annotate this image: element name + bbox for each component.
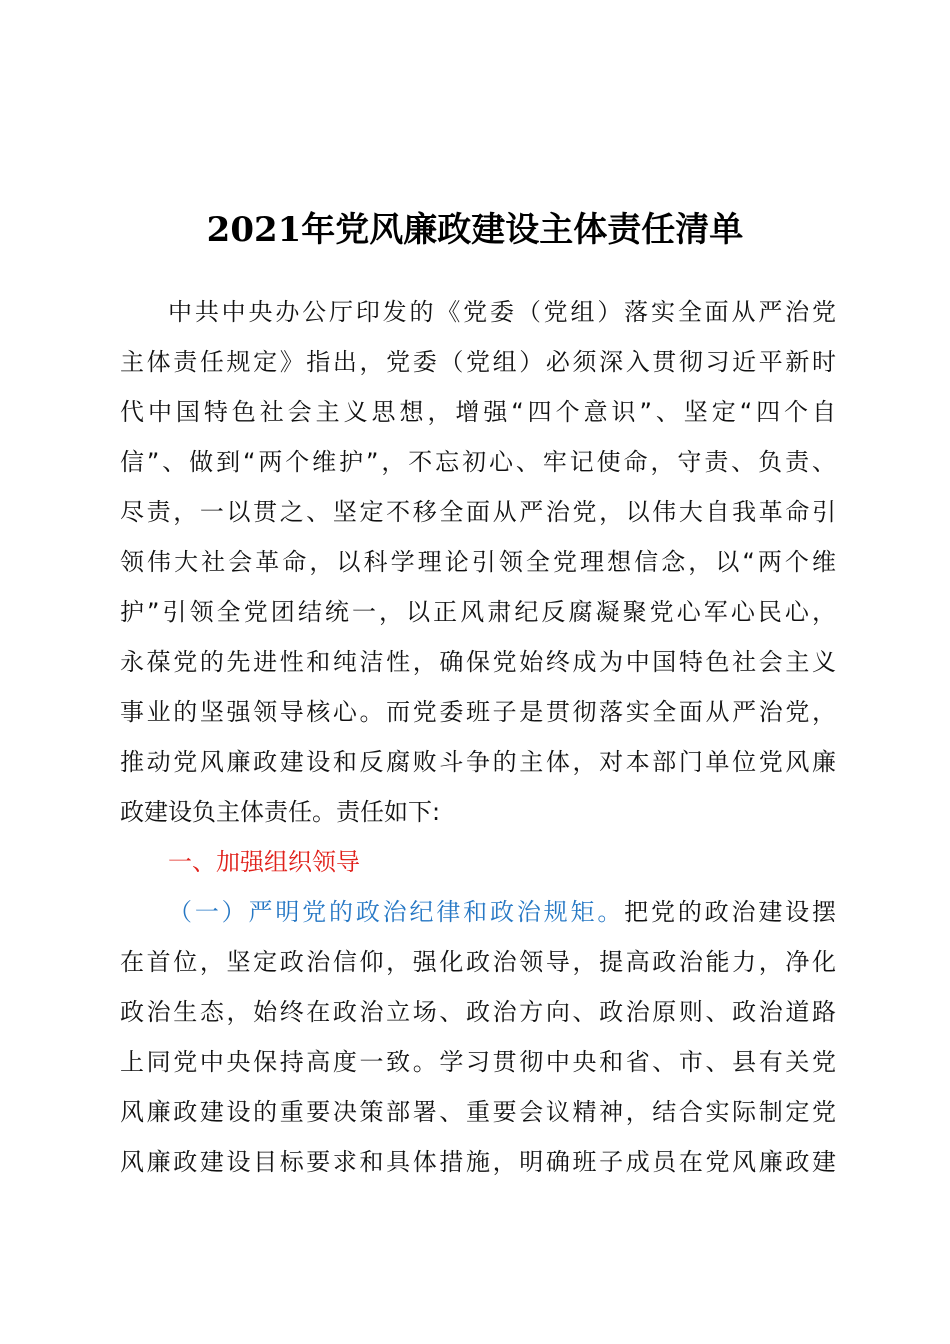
- subsection-line: 上同党中央保持高度一致。学习贯彻中央和省、市、县有关党: [120, 1048, 836, 1076]
- intro-line: 领伟大社会革命，以科学理论引领全党理想信念，以“两个维: [120, 548, 836, 576]
- intro-line: 代中国特色社会主义思想，增强“四个意识”、坚定“四个自: [120, 398, 836, 426]
- subsection-line: 在首位，坚定政治信仰，强化政治领导，提高政治能力，净化: [120, 948, 836, 976]
- document-title: 2021年党风廉政建设主体责任清单: [206, 210, 744, 250]
- section-heading: 一、加强组织领导: [168, 848, 360, 876]
- intro-line: 事业的坚强领导核心。而党委班子是贯彻落实全面从严治党，: [120, 698, 836, 726]
- subsection-line: 风廉政建设目标要求和具体措施，明确班子成员在党风廉政建: [120, 1148, 836, 1176]
- intro-line: 推动党风廉政建设和反腐败斗争的主体，对本部门单位党风廉: [120, 748, 836, 776]
- intro-line: 中共中央办公厅印发的《党委（党组）落实全面从严治党: [168, 298, 836, 326]
- intro-line: 主体责任规定》指出，党委（党组）必须深入贯彻习近平新时: [120, 348, 836, 376]
- intro-line: 尽责，一以贯之、坚定不移全面从严治党，以伟大自我革命引: [120, 498, 836, 526]
- subsection-first-rest: 把党的政治建设摆: [624, 898, 837, 926]
- subsection-first-line: [168, 892, 836, 932]
- subsection-line: 风廉政建设的重要决策部署、重要会议精神，结合实际制定党: [120, 1098, 836, 1126]
- intro-line: 永葆党的先进性和纯洁性，确保党始终成为中国特色社会主义: [120, 648, 836, 676]
- intro-line: 护”引领全党团结统一，以正风肃纪反腐凝聚党心军心民心，: [120, 598, 836, 626]
- subsection-line: 政治生态，始终在政治立场、政治方向、政治原则、政治道路: [120, 998, 836, 1026]
- intro-line: 政建设负主体责任。责任如下:: [120, 798, 441, 826]
- subsection-title: （一）严明党的政治纪律和政治规矩。: [168, 898, 625, 926]
- intro-line: 信”、做到“两个维护”，不忘初心、牢记使命，守责、负责、: [120, 448, 836, 476]
